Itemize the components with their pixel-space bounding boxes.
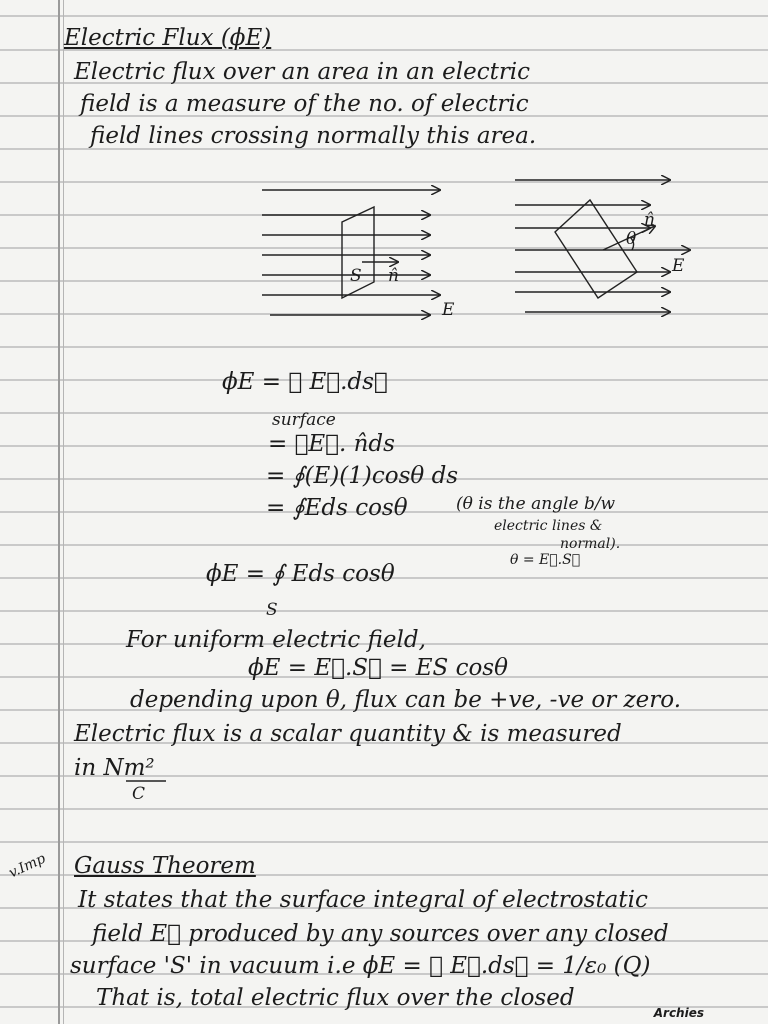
section-title-electric-flux: Electric Flux (ϕE) xyxy=(64,25,272,51)
note-line-3: normal). xyxy=(560,536,621,552)
text-line: field is a measure of the no. of electric xyxy=(80,91,529,117)
equation-4: = ∮Eds cosθ xyxy=(266,495,408,521)
equation-5: ϕE = ∮ Eds cosθ xyxy=(206,561,395,587)
equation-1: ϕE = ∮ E⃗.ds⃗ xyxy=(222,369,388,395)
text-line: Electric flux is a scalar quantity & is measured xyxy=(74,721,622,747)
text-line: That is, total electric flux over the closed xyxy=(96,985,575,1011)
label-theta: θ xyxy=(626,229,637,249)
text-line: It states that the surface integral of electrostatic xyxy=(78,887,648,913)
label-n-left: n̂ xyxy=(388,266,399,286)
uniform-field-equation: ϕE = E⃗.S⃗ = ES cosθ xyxy=(248,655,508,681)
section-title-gauss-theorem: Gauss Theorem xyxy=(74,853,256,879)
label-E-left: E xyxy=(442,300,455,320)
note-line-2: electric lines & xyxy=(494,518,603,534)
equation-3: = ∮(E)(1)cosθ ds xyxy=(266,463,459,489)
note-line-1: (θ is the angle b/w xyxy=(456,494,616,514)
note-line-4: θ = E⃗.S⃗ xyxy=(510,552,581,568)
text-line: surface 'S' in vacuum i.e ϕE = ∮ E⃗.ds⃗ = 1/ε₀ (Q) xyxy=(70,953,651,979)
text-line: depending upon θ, flux can be +ve, -ve or zero. xyxy=(130,687,682,713)
text-line: Electric flux over an area in an electric xyxy=(74,59,531,85)
label-n-right: n̂ xyxy=(644,210,655,230)
text-line-units: in Nm² xyxy=(74,755,155,781)
margin-note-v-imp: v.Imp xyxy=(6,850,49,882)
text-line: field lines crossing normally this area. xyxy=(90,123,537,149)
text-line: field E⃗ produced by any sources over any closed xyxy=(92,921,669,947)
equation-2: = ∮E⃗. n̂ds xyxy=(268,431,395,457)
uniform-field-heading: For uniform electric field, xyxy=(126,627,426,653)
label-E-right: E xyxy=(672,256,685,276)
equation-1-subscript: surface xyxy=(272,410,336,430)
notebook-brand-logo: Archies xyxy=(653,1006,704,1020)
equation-5-subscript: S xyxy=(266,600,278,620)
label-S: S xyxy=(350,266,362,286)
units-denominator: C xyxy=(132,784,146,804)
